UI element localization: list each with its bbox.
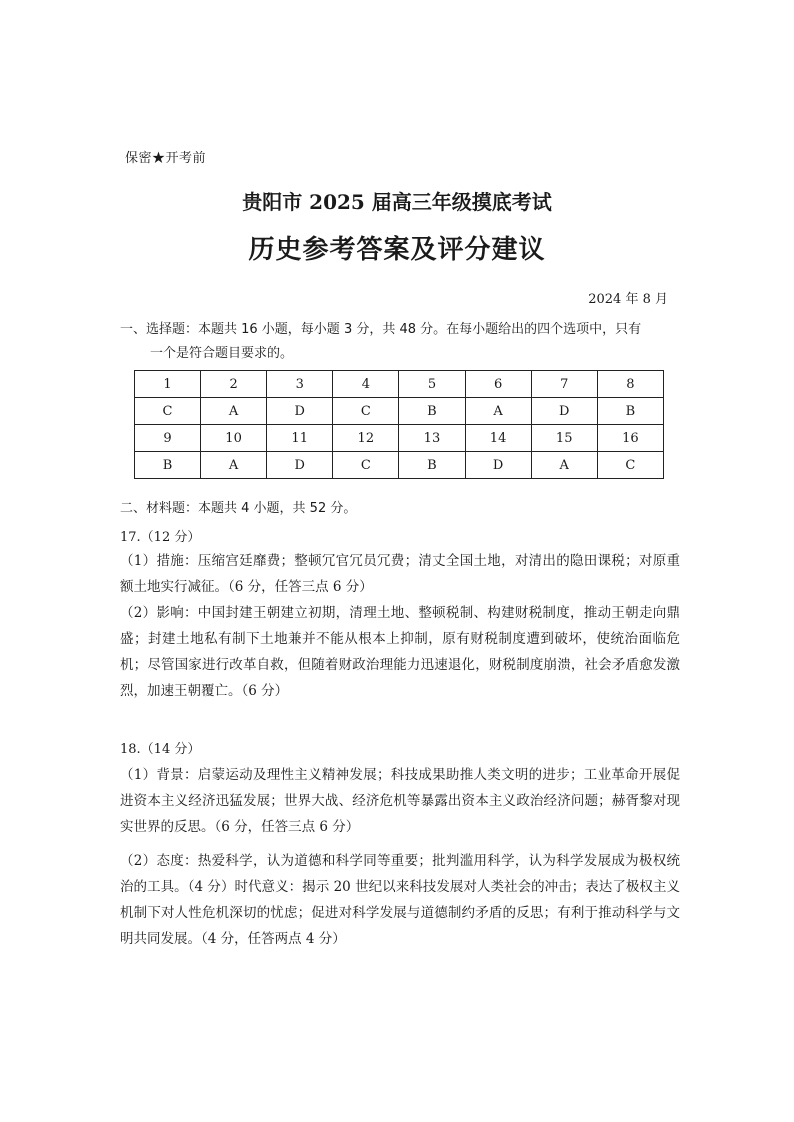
question-number-cell: 14 [465, 425, 531, 452]
table-row [135, 452, 664, 479]
answer-cell: B [399, 452, 465, 479]
q18-label: 18.（14 分） [120, 742, 201, 757]
answer-table [134, 370, 664, 479]
answer-cell: D [267, 398, 333, 425]
answer-cell: C [333, 398, 399, 425]
answer-cell: A [465, 398, 531, 425]
table-row [135, 371, 664, 398]
confidential-label: 保密★开考前 [125, 151, 207, 166]
q17-part1: （1）措施：压缩宫廷靡费；整顿冗官冗员冗费；清丈全国土地，对清出的隐田课税；对原重额土地实行减征。（6 分，任答三点 6 分） [120, 553, 680, 595]
answer-cell: A [201, 452, 267, 479]
question-number-cell: 15 [531, 425, 597, 452]
table-row [135, 398, 664, 425]
question-number-cell: 13 [399, 425, 465, 452]
answer-cell: A [201, 398, 267, 425]
answer-cell: D [531, 398, 597, 425]
section1-heading [120, 318, 680, 366]
question-number-cell: 3 [267, 371, 333, 398]
document-title: 历史参考答案及评分建议 [248, 235, 546, 265]
table-row [135, 425, 664, 452]
answer-cell: C [333, 452, 399, 479]
answer-cell: D [465, 452, 531, 479]
question-number-cell: 2 [201, 371, 267, 398]
question-number-cell: 6 [465, 371, 531, 398]
answer-cell: A [531, 452, 597, 479]
question-number-cell: 9 [135, 425, 201, 452]
question-number-cell: 12 [333, 425, 399, 452]
section1-heading-line2: 一个是符合题目要求的。 [150, 346, 294, 361]
exam-title: 贵阳市 2025 届高三年级摸底考试 [242, 190, 552, 214]
q17-label: 17.（12 分） [120, 530, 201, 545]
answer-cell: C [135, 398, 201, 425]
answer-cell: B [399, 398, 465, 425]
answer-cell: C [597, 452, 663, 479]
question-number-cell: 7 [531, 371, 597, 398]
section1-heading-line1: 一、选择题：本题共 16 小题，每小题 3 分，共 48 分。在每小题给出的四个选项中，只有 [120, 322, 642, 337]
q18-part2: （2）态度：热爱科学，认为道德和科学同等重要；批判滥用科学，认为科学发展成为极权统治的工具。（4 分）时代意义：揭示 20 世纪以来科技发展对人类社会的冲击；表达了极权主义机制下对人性危机深切的忧虑；促进对科学发展与道德制约矛盾的反思；有利于推动科学与文明共同发展。（4 分，任答两点 4 分） [120, 853, 680, 947]
answer-cell: B [597, 398, 663, 425]
question-number-cell: 8 [597, 371, 663, 398]
question-number-cell: 1 [135, 371, 201, 398]
answer-cell: B [135, 452, 201, 479]
question-number-cell: 4 [333, 371, 399, 398]
answer-cell: D [267, 452, 333, 479]
q17-part2: （2）影响：中国封建王朝建立初期，清理土地、整顿税制、构建财税制度，推动王朝走向鼎盛；封建土地私有制下土地兼并不能从根本上抑制，原有财税制度遭到破坏，使统治面临危机；尽管国家进行改革自救，但随着财政治理能力迅速退化，财税制度崩溃，社会矛盾愈发激烈，加速王朝覆亡。（6 分） [120, 605, 680, 699]
question-number-cell: 16 [597, 425, 663, 452]
document-date: 2024 年 8 月 [588, 292, 668, 307]
question-number-cell: 10 [201, 425, 267, 452]
question-number-cell: 11 [267, 425, 333, 452]
q18-part1: （1）背景：启蒙运动及理性主义精神发展；科技成果助推人类文明的进步；工业革命开展促进资本主义经济迅猛发展；世界大战、经济危机等暴露出资本主义政治经济问题；赫胥黎对现实世界的反思。（6 分，任答三点 6 分） [120, 767, 680, 835]
question-number-cell: 5 [399, 371, 465, 398]
section2-heading: 二、材料题：本题共 4 小题，共 52 分。 [120, 501, 357, 516]
